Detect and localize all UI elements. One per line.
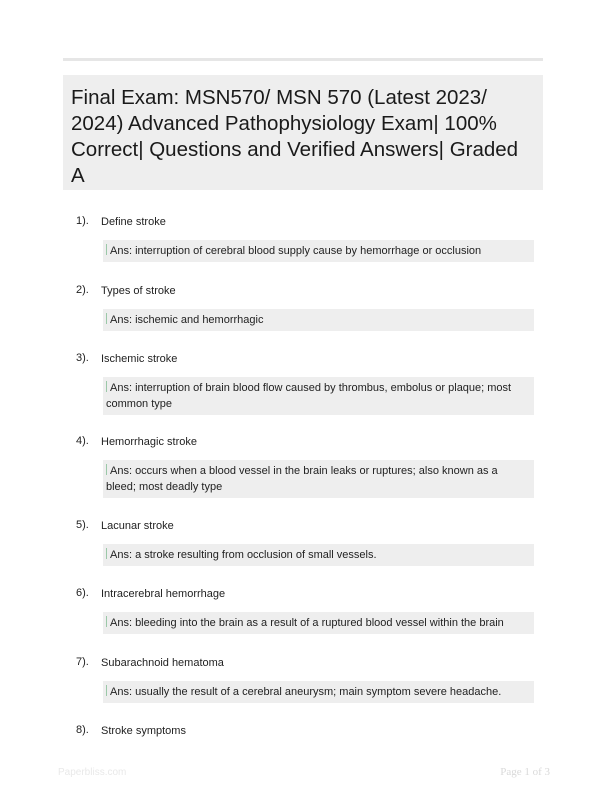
- answer-marker: [106, 685, 107, 696]
- question-number: 3).: [76, 352, 89, 364]
- answer-box: [103, 681, 534, 703]
- answer-marker: [106, 313, 107, 324]
- answer-text: Ans: ischemic and hemorrhagic: [110, 314, 264, 326]
- answer-marker: [106, 464, 107, 475]
- answer-marker: [106, 244, 107, 255]
- page-title: Final Exam: MSN570/ MSN 570 (Latest 2023/ 2024) Advanced Pathophysiology Exam| 100% Correct| Questions and Verified Answers| Graded A: [71, 86, 519, 187]
- answer-box: [103, 544, 534, 566]
- answer-text: Ans: interruption of cerebral blood supply cause by hemorrhage or occlusion: [110, 245, 482, 257]
- question-number: 7).: [76, 656, 89, 668]
- answer-text: Ans: occurs when a blood vessel in the brain leaks or ruptures; also known as a bleed; most deadly type: [106, 465, 498, 493]
- page-number: Page 1 of 3: [500, 766, 550, 778]
- question-text: Subarachnoid hematoma: [101, 657, 224, 669]
- answer-box: [103, 612, 534, 634]
- answer-box: [103, 460, 534, 498]
- question-number: 1).: [76, 215, 89, 227]
- answer-marker: [106, 548, 107, 559]
- answer-text: Ans: interruption of brain blood flow caused by thrombus, embolus or plaque; most common type: [106, 382, 512, 410]
- question-text: Intracerebral hemorrhage: [101, 588, 226, 600]
- answer-text: Ans: bleeding into the brain as a result of a ruptured blood vessel within the brain: [110, 617, 504, 629]
- question-text: Stroke symptoms: [101, 725, 186, 737]
- answer-text: Ans: a stroke resulting from occlusion of small vessels.: [110, 549, 377, 561]
- answer-marker: [106, 616, 107, 627]
- question-text: Ischemic stroke: [101, 353, 178, 365]
- answer-box: [103, 240, 534, 262]
- question-text: Types of stroke: [101, 285, 176, 297]
- title-banner: [63, 75, 543, 190]
- answer-marker: [106, 381, 107, 392]
- question-text: Define stroke: [101, 216, 166, 228]
- answer-text: Ans: usually the result of a cerebral aneurysm; main symptom severe headache.: [110, 686, 502, 698]
- question-number: 4).: [76, 435, 89, 447]
- question-text: Hemorrhagic stroke: [101, 436, 197, 448]
- footer-watermark: Paperbliss.com: [58, 767, 127, 778]
- question-number: 6).: [76, 587, 89, 599]
- answer-box: [103, 377, 534, 415]
- question-number: 2).: [76, 284, 89, 296]
- answer-box: [103, 309, 534, 331]
- top-divider: [63, 58, 543, 61]
- question-number: 8).: [76, 724, 89, 736]
- question-text: Lacunar stroke: [101, 520, 174, 532]
- question-number: 5).: [76, 519, 89, 531]
